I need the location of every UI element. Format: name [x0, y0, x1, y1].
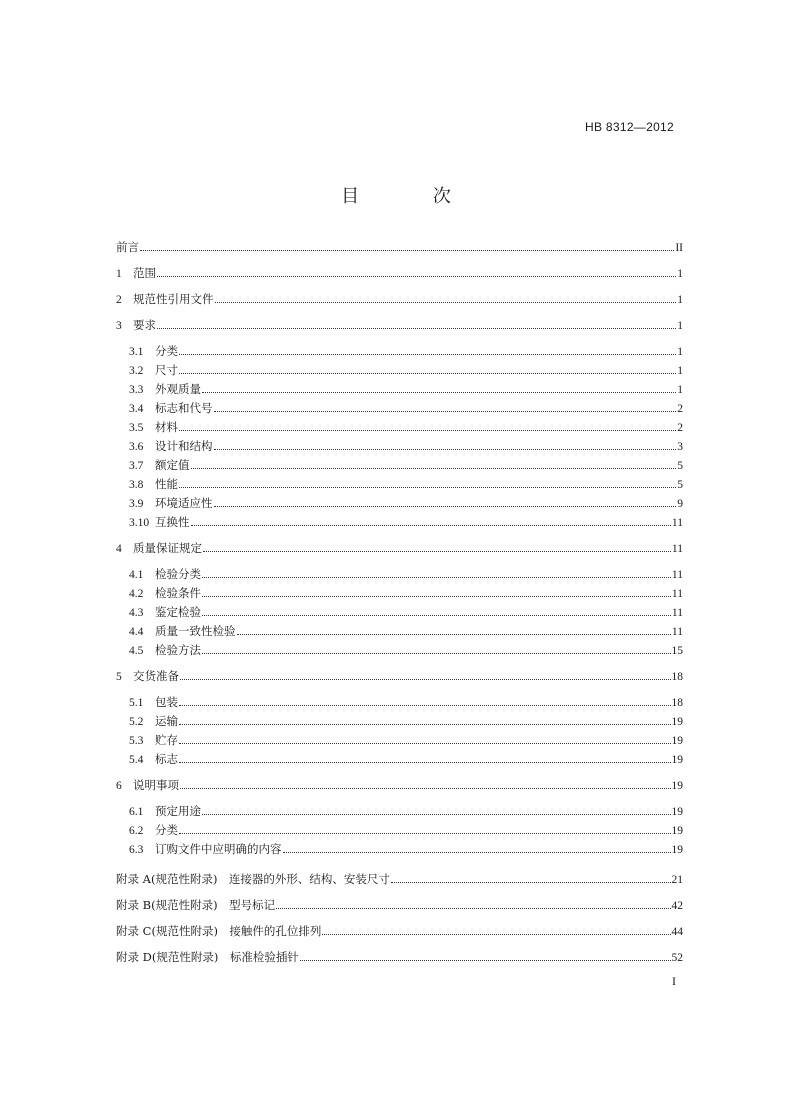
toc-entry-number: 3 [116, 320, 122, 332]
dot-leader [203, 551, 671, 552]
toc-entry-label: 预定用途 [155, 804, 201, 818]
toc-entry-label: 尺寸 [155, 363, 178, 377]
toc-entry-number: 5.1 [129, 697, 144, 709]
toc-entry-page: 19 [671, 806, 683, 818]
dot-leader [202, 392, 676, 393]
dot-leader [202, 577, 671, 578]
toc-entry[interactable] [116, 513, 683, 532]
toc-entry-label: 材料 [155, 420, 178, 434]
dot-leader [179, 487, 676, 488]
dot-leader [179, 724, 671, 725]
toc-entry-number: 3.1 [129, 346, 144, 358]
dot-leader [157, 328, 676, 329]
toc-entry-label: 附录 A(规范性附录) 连接器的外形、结构、安装尺寸 [116, 872, 390, 886]
toc-entry[interactable] [116, 399, 683, 418]
toc-entry[interactable] [116, 264, 683, 283]
toc-entry[interactable] [116, 944, 683, 970]
table-of-contents [116, 238, 683, 970]
toc-entry[interactable] [116, 316, 683, 335]
toc-entry-page: 11 [671, 626, 683, 638]
toc-entry-number: 6.2 [129, 825, 144, 837]
toc-entry-page: 1 [677, 268, 683, 280]
dot-leader [179, 705, 671, 706]
dot-leader [140, 250, 674, 251]
dot-leader [180, 788, 671, 789]
toc-entry-page: 3 [677, 441, 683, 453]
toc-entry[interactable] [116, 622, 683, 641]
dot-leader [179, 762, 671, 763]
toc-entry-page: 19 [671, 825, 683, 837]
toc-entry-label: 分类 [155, 344, 178, 358]
toc-entry-page: 52 [671, 952, 683, 964]
toc-entry[interactable] [116, 475, 683, 494]
toc-entry-page: 11 [671, 517, 683, 529]
toc-entry[interactable] [116, 776, 683, 795]
dot-leader [179, 743, 671, 744]
toc-entry-page: 19 [671, 754, 683, 766]
toc-entry-page: 11 [671, 607, 683, 619]
toc-entry[interactable] [116, 693, 683, 712]
dot-leader [237, 634, 671, 635]
dot-leader [179, 833, 671, 834]
toc-entry-number: 3.9 [129, 498, 144, 510]
toc-entry[interactable] [116, 821, 683, 840]
dot-leader [391, 882, 671, 883]
document-code: HB 8312—2012 [585, 120, 674, 134]
toc-entry-page: 19 [671, 716, 683, 728]
dot-leader [202, 615, 671, 616]
dot-leader [179, 373, 676, 374]
toc-entry-number: 6.3 [129, 844, 144, 856]
toc-entry[interactable] [116, 731, 683, 750]
toc-entry[interactable] [116, 539, 683, 558]
toc-entry-label: 范围 [133, 266, 156, 280]
toc-entry-label: 附录 C(规范性附录) 接触件的孔位排列 [116, 924, 322, 938]
toc-entry-page: 18 [671, 697, 683, 709]
dot-leader [322, 934, 670, 935]
toc-entry-label: 包装 [155, 695, 178, 709]
toc-entry-label: 鉴定检验 [155, 605, 201, 619]
dot-leader [215, 302, 677, 303]
dot-leader [202, 814, 671, 815]
toc-entry-page: 19 [671, 780, 683, 792]
toc-entry-number: 3.7 [129, 460, 144, 472]
toc-entry-page: 2 [677, 403, 683, 415]
toc-entry[interactable] [116, 802, 683, 821]
toc-entry[interactable] [116, 667, 683, 686]
toc-entry-number: 5.2 [129, 716, 144, 728]
toc-entry[interactable] [116, 641, 683, 660]
dot-leader [191, 525, 671, 526]
toc-entry-label: 附录 D(规范性附录) 标准检验插针 [116, 950, 299, 964]
toc-entry-number: 4.4 [129, 626, 144, 638]
dot-leader [180, 679, 671, 680]
toc-entry-page: II [675, 242, 683, 254]
toc-entry-number: 3.4 [129, 403, 144, 415]
toc-entry-number: 3.6 [129, 441, 144, 453]
toc-entry-number: 3.2 [129, 365, 144, 377]
toc-entry-label: 性能 [155, 477, 178, 491]
toc-entry-page: 44 [671, 926, 683, 938]
toc-entry[interactable] [116, 565, 683, 584]
toc-entry-number: 5.4 [129, 754, 144, 766]
dot-leader [202, 653, 671, 654]
toc-entry-label: 订购文件中应明确的内容 [155, 842, 282, 856]
toc-entry-number: 3.8 [129, 479, 144, 491]
toc-entry[interactable] [116, 712, 683, 731]
toc-entry-label: 外观质量 [155, 382, 201, 396]
dot-leader [214, 506, 677, 507]
toc-entry-page: 42 [671, 900, 683, 912]
toc-entry-page: 1 [677, 346, 683, 358]
toc-entry-page: 19 [671, 844, 683, 856]
toc-entry-number: 5.3 [129, 735, 144, 747]
toc-entry-page: 5 [677, 479, 683, 491]
toc-entry-number: 6 [116, 780, 122, 792]
toc-entry[interactable] [116, 290, 683, 309]
toc-entry-label: 说明事项 [133, 778, 179, 792]
toc-entry[interactable] [116, 866, 683, 892]
toc-entry-page: 11 [671, 588, 683, 600]
toc-entry-page: 1 [677, 384, 683, 396]
toc-entry-label: 规范性引用文件 [133, 292, 214, 306]
dot-leader [214, 411, 677, 412]
toc-entry-label: 贮存 [155, 733, 178, 747]
toc-entry-page: 5 [677, 460, 683, 472]
toc-entry[interactable] [116, 437, 683, 456]
dot-leader [300, 960, 671, 961]
toc-entry[interactable] [116, 238, 683, 257]
dot-leader [191, 468, 677, 469]
toc-entry-page: 1 [677, 320, 683, 332]
toc-entry-number: 2 [116, 294, 122, 306]
toc-entry[interactable] [116, 361, 683, 380]
toc-entry[interactable] [116, 892, 683, 918]
toc-entry-number: 5 [116, 671, 122, 683]
toc-entry-number: 4.3 [129, 607, 144, 619]
toc-entry-number: 6.1 [129, 806, 144, 818]
toc-entry-page: 11 [671, 569, 683, 581]
toc-entry-label: 标志和代号 [155, 401, 213, 415]
toc-entry-label: 额定值 [155, 458, 190, 472]
toc-entry-page: 1 [677, 294, 683, 306]
toc-entry-label: 质量保证规定 [133, 541, 202, 555]
toc-entry[interactable] [116, 456, 683, 475]
toc-entry-page: 11 [671, 543, 683, 555]
dot-leader [202, 596, 671, 597]
toc-entry-label: 环境适应性 [155, 496, 213, 510]
toc-entry[interactable] [116, 603, 683, 622]
toc-entry-label: 运输 [155, 714, 178, 728]
toc-entry[interactable] [116, 918, 683, 944]
toc-entry[interactable] [116, 750, 683, 769]
toc-entry[interactable] [116, 418, 683, 437]
toc-entry-label: 交货准备 [133, 669, 179, 683]
toc-entry-page: 18 [671, 671, 683, 683]
toc-entry-page: 2 [677, 422, 683, 434]
toc-entry-label: 前言 [116, 240, 139, 254]
toc-entry-number: 3.3 [129, 384, 144, 396]
toc-entry-label: 检验方法 [155, 643, 201, 657]
toc-entry-label: 附录 B(规范性附录) 型号标记 [116, 898, 276, 912]
toc-entry-page: 9 [677, 498, 683, 510]
dot-leader [214, 449, 677, 450]
dot-leader [283, 852, 671, 853]
toc-entry-label: 互换性 [155, 515, 190, 529]
toc-title: 目 次 [341, 186, 485, 207]
toc-entry-number: 4.5 [129, 645, 144, 657]
toc-entry-label: 标志 [155, 752, 178, 766]
toc-entry-number: 1 [116, 268, 122, 280]
toc-entry[interactable] [116, 840, 683, 859]
toc-entry-number: 4 [116, 543, 122, 555]
toc-entry-page: 19 [671, 735, 683, 747]
toc-entry-page: 15 [671, 645, 683, 657]
dot-leader [276, 908, 670, 909]
toc-entry-number: 3.5 [129, 422, 144, 434]
toc-entry-label: 质量一致性检验 [155, 624, 236, 638]
toc-entry-page: 1 [677, 365, 683, 377]
toc-entry[interactable] [116, 342, 683, 361]
dot-leader [157, 276, 676, 277]
toc-entry-number: 3.10 [129, 517, 150, 529]
toc-entry[interactable] [116, 494, 683, 513]
toc-entry-label: 检验条件 [155, 586, 201, 600]
toc-entry-page: 21 [671, 874, 683, 886]
dot-leader [179, 430, 676, 431]
toc-entry-label: 要求 [133, 318, 156, 332]
toc-entry-label: 设计和结构 [155, 439, 213, 453]
toc-entry-label: 分类 [155, 823, 178, 837]
page-number: I [672, 974, 676, 988]
dot-leader [179, 354, 676, 355]
toc-entry[interactable] [116, 380, 683, 399]
toc-entry-number: 4.2 [129, 588, 144, 600]
toc-entry-label: 检验分类 [155, 567, 201, 581]
toc-entry-number: 4.1 [129, 569, 144, 581]
toc-entry[interactable] [116, 584, 683, 603]
